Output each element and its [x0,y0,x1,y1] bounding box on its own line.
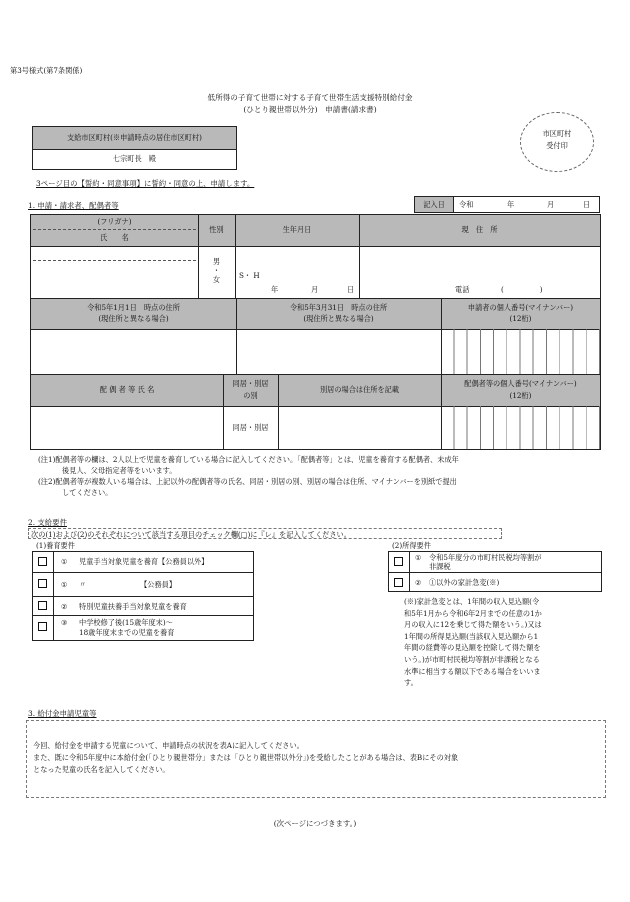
req2-item1-text2: 非課税 [429,562,451,571]
entry-date-day: 日 [583,200,591,209]
mynumber-line2: (12桁) [509,314,532,323]
sudden-change-note [404,596,604,689]
birth-month-unit: 月 [311,285,319,294]
addr-jan-line2: (現住所と異なる場合) [98,314,169,323]
note-line: 月の収入に12を乗じて得た額をいう。)又は [404,620,542,630]
note-line: 和5年1月から令和6年2月までの任意の1か [404,608,542,618]
req2-item2-text: ①以外の家計急変(※) [429,578,500,587]
note2-line1: (注2)配偶者等が複数人いる場合は、上記以外の配偶者等の氏名、同居・別居の別、別居の場合は住所、マイナンバーを別紙で提出 [38,477,457,486]
section2-instruction: 次の(1)および(2)のそれぞれについて該当する項目のチェック欄(□)に『レ』を記入してください。 [28,528,502,539]
reception-stamp [520,112,594,172]
req1-item2-num: ① [61,580,68,589]
section3-text1: 今回、給付金を申請する児童について、申請時点の状況を表Aに記入してください。 [33,741,304,750]
addressee-header [33,127,236,150]
phone-field[interactable]: ( ) [501,285,543,294]
req2-checkbox-2[interactable] [394,578,403,587]
phone-label: 電話 [455,285,470,294]
req1-item1-num: ① [61,557,68,566]
form-subtitle: (ひとり親世帯以外分) 申請書(請求書) [243,105,377,114]
sex-header: 性別 [209,225,224,234]
req2-title: (2)所得要件 [392,541,431,550]
birth-header: 生年月日 [282,225,312,234]
req1-item3-num: ② [61,602,68,611]
addressee-header-text: 支給市区町村(※申請時点の居住市区町村) [67,133,202,142]
cohab-line1: 同居・別居 [232,379,269,388]
note-line: 水準に相当する額以下である場合をいいま [404,666,541,676]
sex-female[interactable]: 女 [212,275,221,284]
birth-year-unit: 年 [271,285,279,294]
entry-date-box[interactable] [414,196,600,213]
note-line: いう。)が市町村民税均等割が非課税となる [404,654,540,664]
req1-item3-text: 特別児童扶養手当対象児童を養育 [79,602,187,611]
separate-note: 別居の場合は住所を記載 [319,385,400,394]
entry-date-month: 月 [547,200,555,209]
req1-item2-text: 〃 【公務員】 [79,580,177,589]
applicant-table [30,214,601,450]
spouse-mynumber-cells[interactable] [441,406,600,449]
spouse-name-header: 配 偶 者 等 氏 名 [99,385,155,394]
name-header: 氏 名 [100,233,129,242]
req1-checkbox-4[interactable] [38,622,47,631]
req1-checkbox-2[interactable] [38,579,47,588]
address-header: 現 住 所 [461,225,498,234]
req1-checkbox-3[interactable] [38,601,47,610]
req1-item4-num: ③ [61,618,68,627]
note-line: す。 [404,678,418,688]
form-title: 低所得の子育て世帯に対する子育て世帯生活支援特別給付金 [207,93,413,102]
addr-mar-line1: 令和5年3月31日 時点の住所 [289,303,388,312]
req2-list [388,551,602,592]
mynumber-cells[interactable] [441,329,600,374]
mynumber-line1: 申請者の個人番号(マイナンバー) [467,303,574,312]
section3-text2: また、既に令和5年度中に本給付金(「ひとり親世帯分」または「ひとり親世帯以外分」)を受給したことがある場合は、表Bにその対象 [33,753,459,762]
note-line: 年間の経費等の見込額を控除して得た額を [404,643,541,653]
section3-box [26,720,606,798]
req2-item1-num: ① [415,553,422,562]
addressee-box [32,126,237,170]
req1-checkbox-1[interactable] [38,557,47,566]
spouse-mynumber-line1: 配偶者等の個人番号(マイナンバー) [464,379,577,388]
req1-list [32,551,254,641]
spouse-mynumber-line2: (12桁) [509,391,532,400]
addressee-name: 七宗町長 殿 [112,154,157,163]
cohab-line2: の別 [243,391,258,400]
furigana-header: (フリガナ) [97,217,132,226]
req1-item4-text: 中学校修了後(15歳年度末)〜 [79,618,173,627]
note-line: 1年間の所得見込額(当該収入見込額から1 [404,631,539,641]
section2-title: 2. 支給要件 [28,518,67,527]
entry-date-label: 記入日 [415,197,454,212]
req1-title: (1)養育要件 [36,541,75,550]
req2-checkbox-1[interactable] [394,557,403,566]
note2-line2: してください。 [62,488,113,497]
entry-date-year: 年 [507,200,515,209]
note-line: (※)家計急変とは、1年間の収入見込額(令 [404,597,540,606]
footer-continued: (次ページにつづきます。) [273,819,357,828]
sex-options[interactable] [198,257,235,284]
stamp-line2: 受付印 [546,141,568,150]
req2-item2-num: ② [415,578,422,587]
note1-line1: (注1)配偶者等の欄は、2人以上で児童を養育している場合に記入してください。「配偶者等」とは、児童を養育する配偶者、未成年 [38,455,459,464]
pledge-text: 3ページ目の【誓約・同意事項】に誓約・同意の上、申請します。 [36,179,255,188]
req2-item1-text: 令和5年度分の市町村民税均等割が [429,553,542,562]
addr-jan-line1: 令和5年1月1日 時点の住所 [87,303,180,312]
birth-era[interactable]: S・ H [239,271,260,280]
section3-title: 3. 給付金申請児童等 [28,709,97,718]
cohab-value[interactable]: 同居・別居 [232,423,269,432]
req1-item4-text2: 18歳年度末までの児童を養育 [79,628,175,637]
sex-male[interactable]: 男 [212,257,221,266]
sex-dot: ・ [212,266,221,275]
section3-text3: となった児童の氏名を記入してください。 [33,765,170,774]
section1-title: 1. 申請・請求者、配偶者等 [28,201,119,210]
entry-date-era: 令和 [459,200,474,209]
notes [38,454,603,498]
birth-day-unit: 日 [347,285,355,294]
req1-item1-text: 児童手当対象児童を養育【公務員以外】 [79,557,209,566]
form-number: 第3号様式(第7条関係) [10,66,83,75]
stamp-line1: 市区町村 [542,129,572,138]
addr-mar-line2: (現住所と異なる場合) [303,314,374,323]
note1-line2: 後見人、父母指定者等をいいます。 [62,466,177,475]
